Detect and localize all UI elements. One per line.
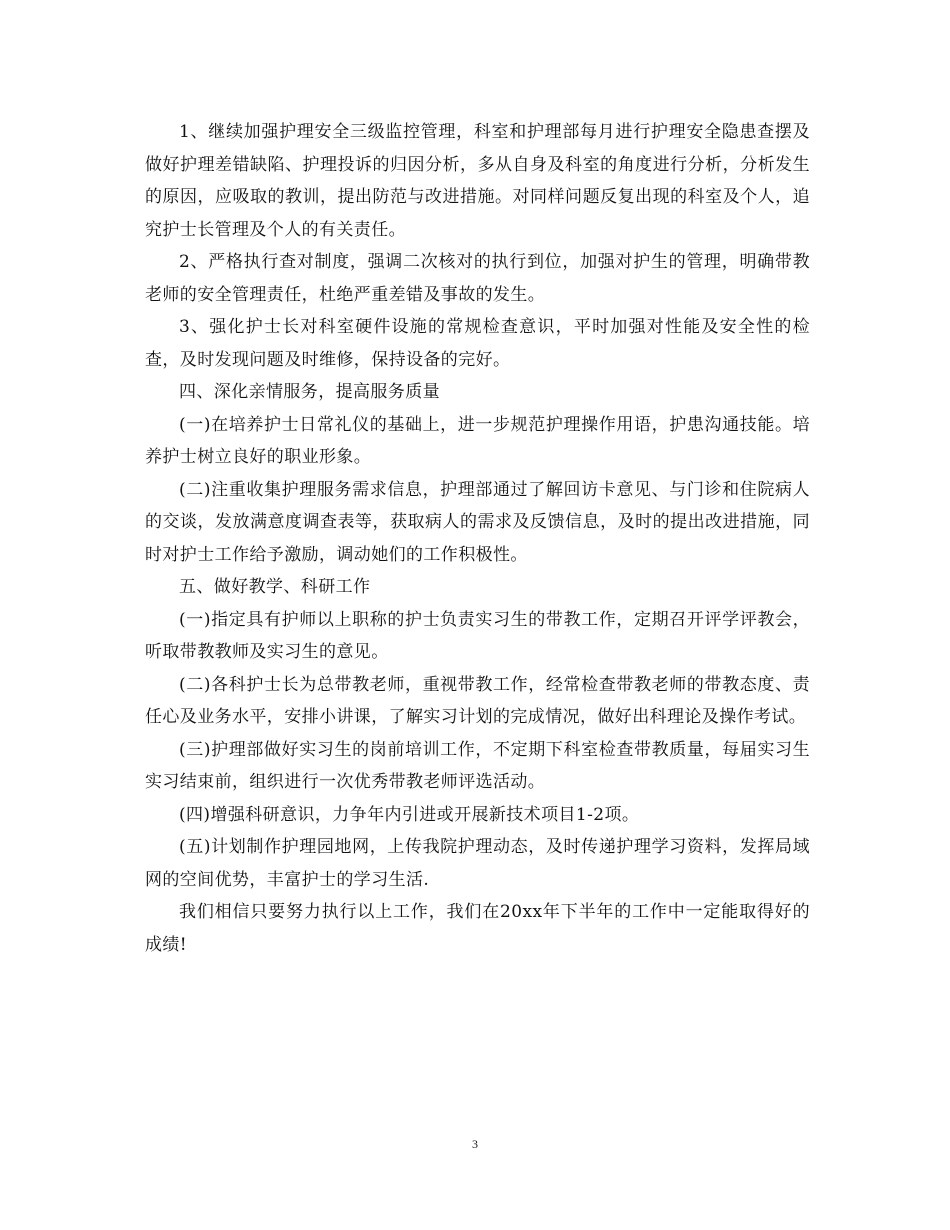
paragraph-safety-monitoring: 1、继续加强护理安全三级监控管理，科室和护理部每月进行护理安全隐患查摆及做好护理差错缺陷、护理投诉的归因分析，多从自身及科室的角度进行分析，分析发生的原因，应吸取的教训，提出防范与改进措施。对同样问题反复出现的科室及个人，追究护士长管理及个人的有关责任。 (145, 122, 810, 240)
paragraph-nursing-website: (五)计划制作护理园地网，上传我院护理动态，及时传递护理学习资料，发挥局域网的空间优势，丰富护士的学习生活. (145, 837, 810, 890)
section-heading-teaching-research: 五、做好教学、科研工作 (179, 577, 371, 597)
paragraph-equipment-inspection: 3、强化护士长对科室硬件设施的常规检查意识，平时加强对性能及安全性的检查，及时发现问题及时维修，保持设备的完好。 (145, 317, 810, 370)
section-heading-service-quality: 四、深化亲情服务，提高服务质量 (179, 382, 440, 402)
paragraph-etiquette-training: (一)在培养护士日常礼仪的基础上，进一步规范护理操作用语，护患沟通技能。培养护士树立良好的职业形象。 (145, 414, 810, 467)
paragraph-research-awareness: (四)增强科研意识，力争年内引进或开展新技术项目1-2项。 (179, 804, 640, 825)
paragraph-verification-system: 2、严格执行查对制度，强调二次核对的执行到位，加强对护生的管理，明确带教老师的安全管理责任，杜绝严重差错及事故的发生。 (145, 252, 810, 305)
paragraph-feedback-collection: (二)注重收集护理服务需求信息，护理部通过了解回访卡意见、与门诊和住院病人的交谈，发放满意度调查表等，获取病人的需求及反馈信息，及时的提出改进措施，同时对护士工作给予激励，调动她们的工作积极性。 (145, 479, 810, 565)
document-body (145, 116, 810, 961)
paragraph-head-nurse-teaching: (二)各科护士长为总带教老师，重视带教工作，经常检查带教老师的带教态度、责任心及业务水平，安排小讲课，了解实习计划的完成情况，做好出科理论及操作考试。 (145, 674, 810, 727)
paragraph-teaching-assignment: (一)指定具有护师以上职称的护士负责实习生的带教工作，定期召开评学评教会，听取带教教师及实习生的意见。 (145, 609, 810, 662)
paragraph-conclusion: 我们相信只要努力执行以上工作，我们在20xx年下半年的工作中一定能取得好的成绩! (145, 902, 810, 955)
paragraph-pre-job-training: (三)护理部做好实习生的岗前培训工作，不定期下科室检查带教质量，每届实习生实习结束前，组织进行一次优秀带教老师评选活动。 (145, 739, 810, 792)
page-number: 3 (472, 1137, 478, 1151)
